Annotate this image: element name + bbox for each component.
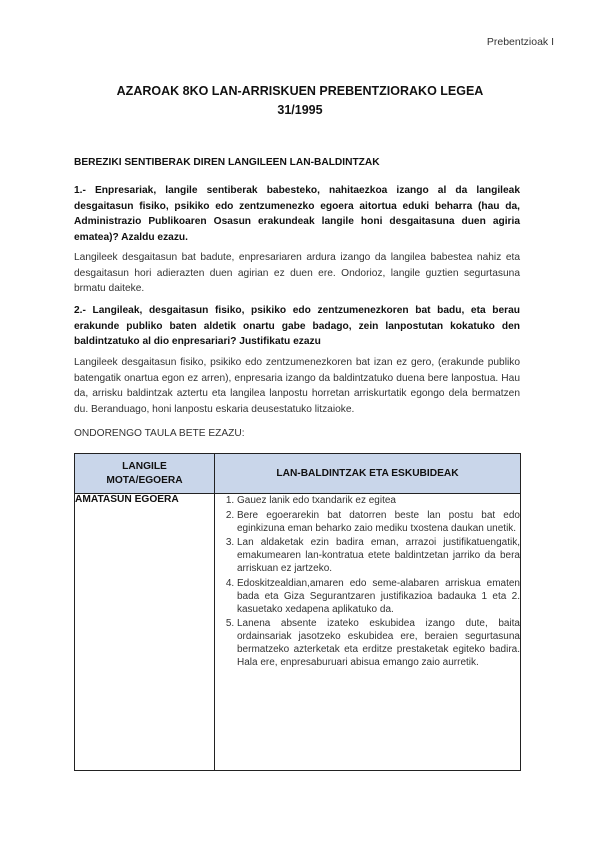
table-row [75, 494, 521, 771]
conditions-list [215, 494, 520, 669]
document-title [70, 82, 530, 120]
answer-1: Langileek desgaitasun bat badute, enpresariaren ardura izango da langilea babestea nahiz eta desgaitasun hori adierazten duen agirian ez duen ere. Ondorioz, langile guztien segurtasuna brmatu daiteke. [74, 252, 520, 294]
column-header-conditions: LAN-BALDINTZAK ETA ESKUBIDEAK [215, 454, 521, 494]
question-1: 1.- Enpresariak, langile sentiberak babesteko, nahitaezkoa izango al da langileak desgaitasun fisiko, psikiko edo zentzumenezko egoera aitortua eduki beharra (hau da, Administrazio Publikoaren Osasun erakundeak langile honi desgaitasuna duen agiria ematea)? Azaldu ezazu. [74, 185, 520, 243]
question-2: 2.- Langileak, desgaitasun fisiko, psikiko edo zentzumenezkoren bat badu, eta berau erakunde publiko baten aldetik onartu gabe badago, zein lanpostutan kokatuko den baldintzatuko al dio enpresariari? Justifikatu ezazu [74, 305, 520, 347]
column-header-worker-type [75, 454, 215, 494]
section-title: BEREZIKI SENTIBERAK DIREN LANGILEEN LAN-BALDINTZAK [74, 157, 380, 168]
title-line-2: 31/1995 [277, 103, 323, 117]
page-header-label: Prebentzioak I [486, 36, 554, 48]
row-conditions-cell [215, 494, 521, 771]
column-header-line-1: LANGILE [122, 460, 167, 472]
conditions-table [74, 453, 521, 771]
list-item: 3. Lan aldaketak ezin badira eman, arrazoi justifikatuengatik, emakumearen lan-kontratua etete baldintzetan jarriko da bera arriskuan ez jartzeko. [237, 536, 520, 575]
list-item: 5. Lanena absente izateko eskubidea izango dute, baita ordainsariak jasotzeko eskubidea ere, beraien segurtasuna bermatzeko azterketak eta erditze prestaketak egiteko badira. Hala ere, enpresaburuari abisua emango zaio aurretik. [237, 617, 520, 669]
row-label-maternity: AMATASUN EGOERA [75, 494, 215, 771]
table-header-row [75, 454, 521, 494]
column-header-line-2: MOTA/EGOERA [106, 474, 183, 486]
answer-2: Langileek desgaitasun fisiko, psikiko edo zentzumenezkoren bat izan ez gero, (erakunde publiko batengatik onartua egon ez arren), enpresaria izango da baldintzatuko duena bere lanpostua. Hau da, arrisku baldintzak aztertu eta langilea lanpostu horretan arriskurtatik egongo dela bermatzen du. Beranduago, honi lanpostu eskaria deusestatuko litzaioke. [74, 357, 520, 415]
list-item: 4. Edoskitzealdian,amaren edo seme-alabaren arriskua ematen bada eta Giza Segurantzaren justifikazioa badauka 1 eta 2. kasuetako xedapena aplikatuko da. [237, 577, 520, 616]
table-instruction: ONDORENGO TAULA BETE EZAZU: [74, 428, 245, 439]
list-item: 2. Bere egoerarekin bat datorren beste lan postu bat edo eginkizuna eman beharko zaio mediku txostena daukan unetik. [237, 509, 520, 535]
title-line-1: AZAROAK 8KO LAN-ARRISKUEN PREBENTZIORAKO LEGEA [116, 84, 484, 98]
list-item: 1. Gauez lanik edo txandarik ez egitea [237, 494, 520, 507]
